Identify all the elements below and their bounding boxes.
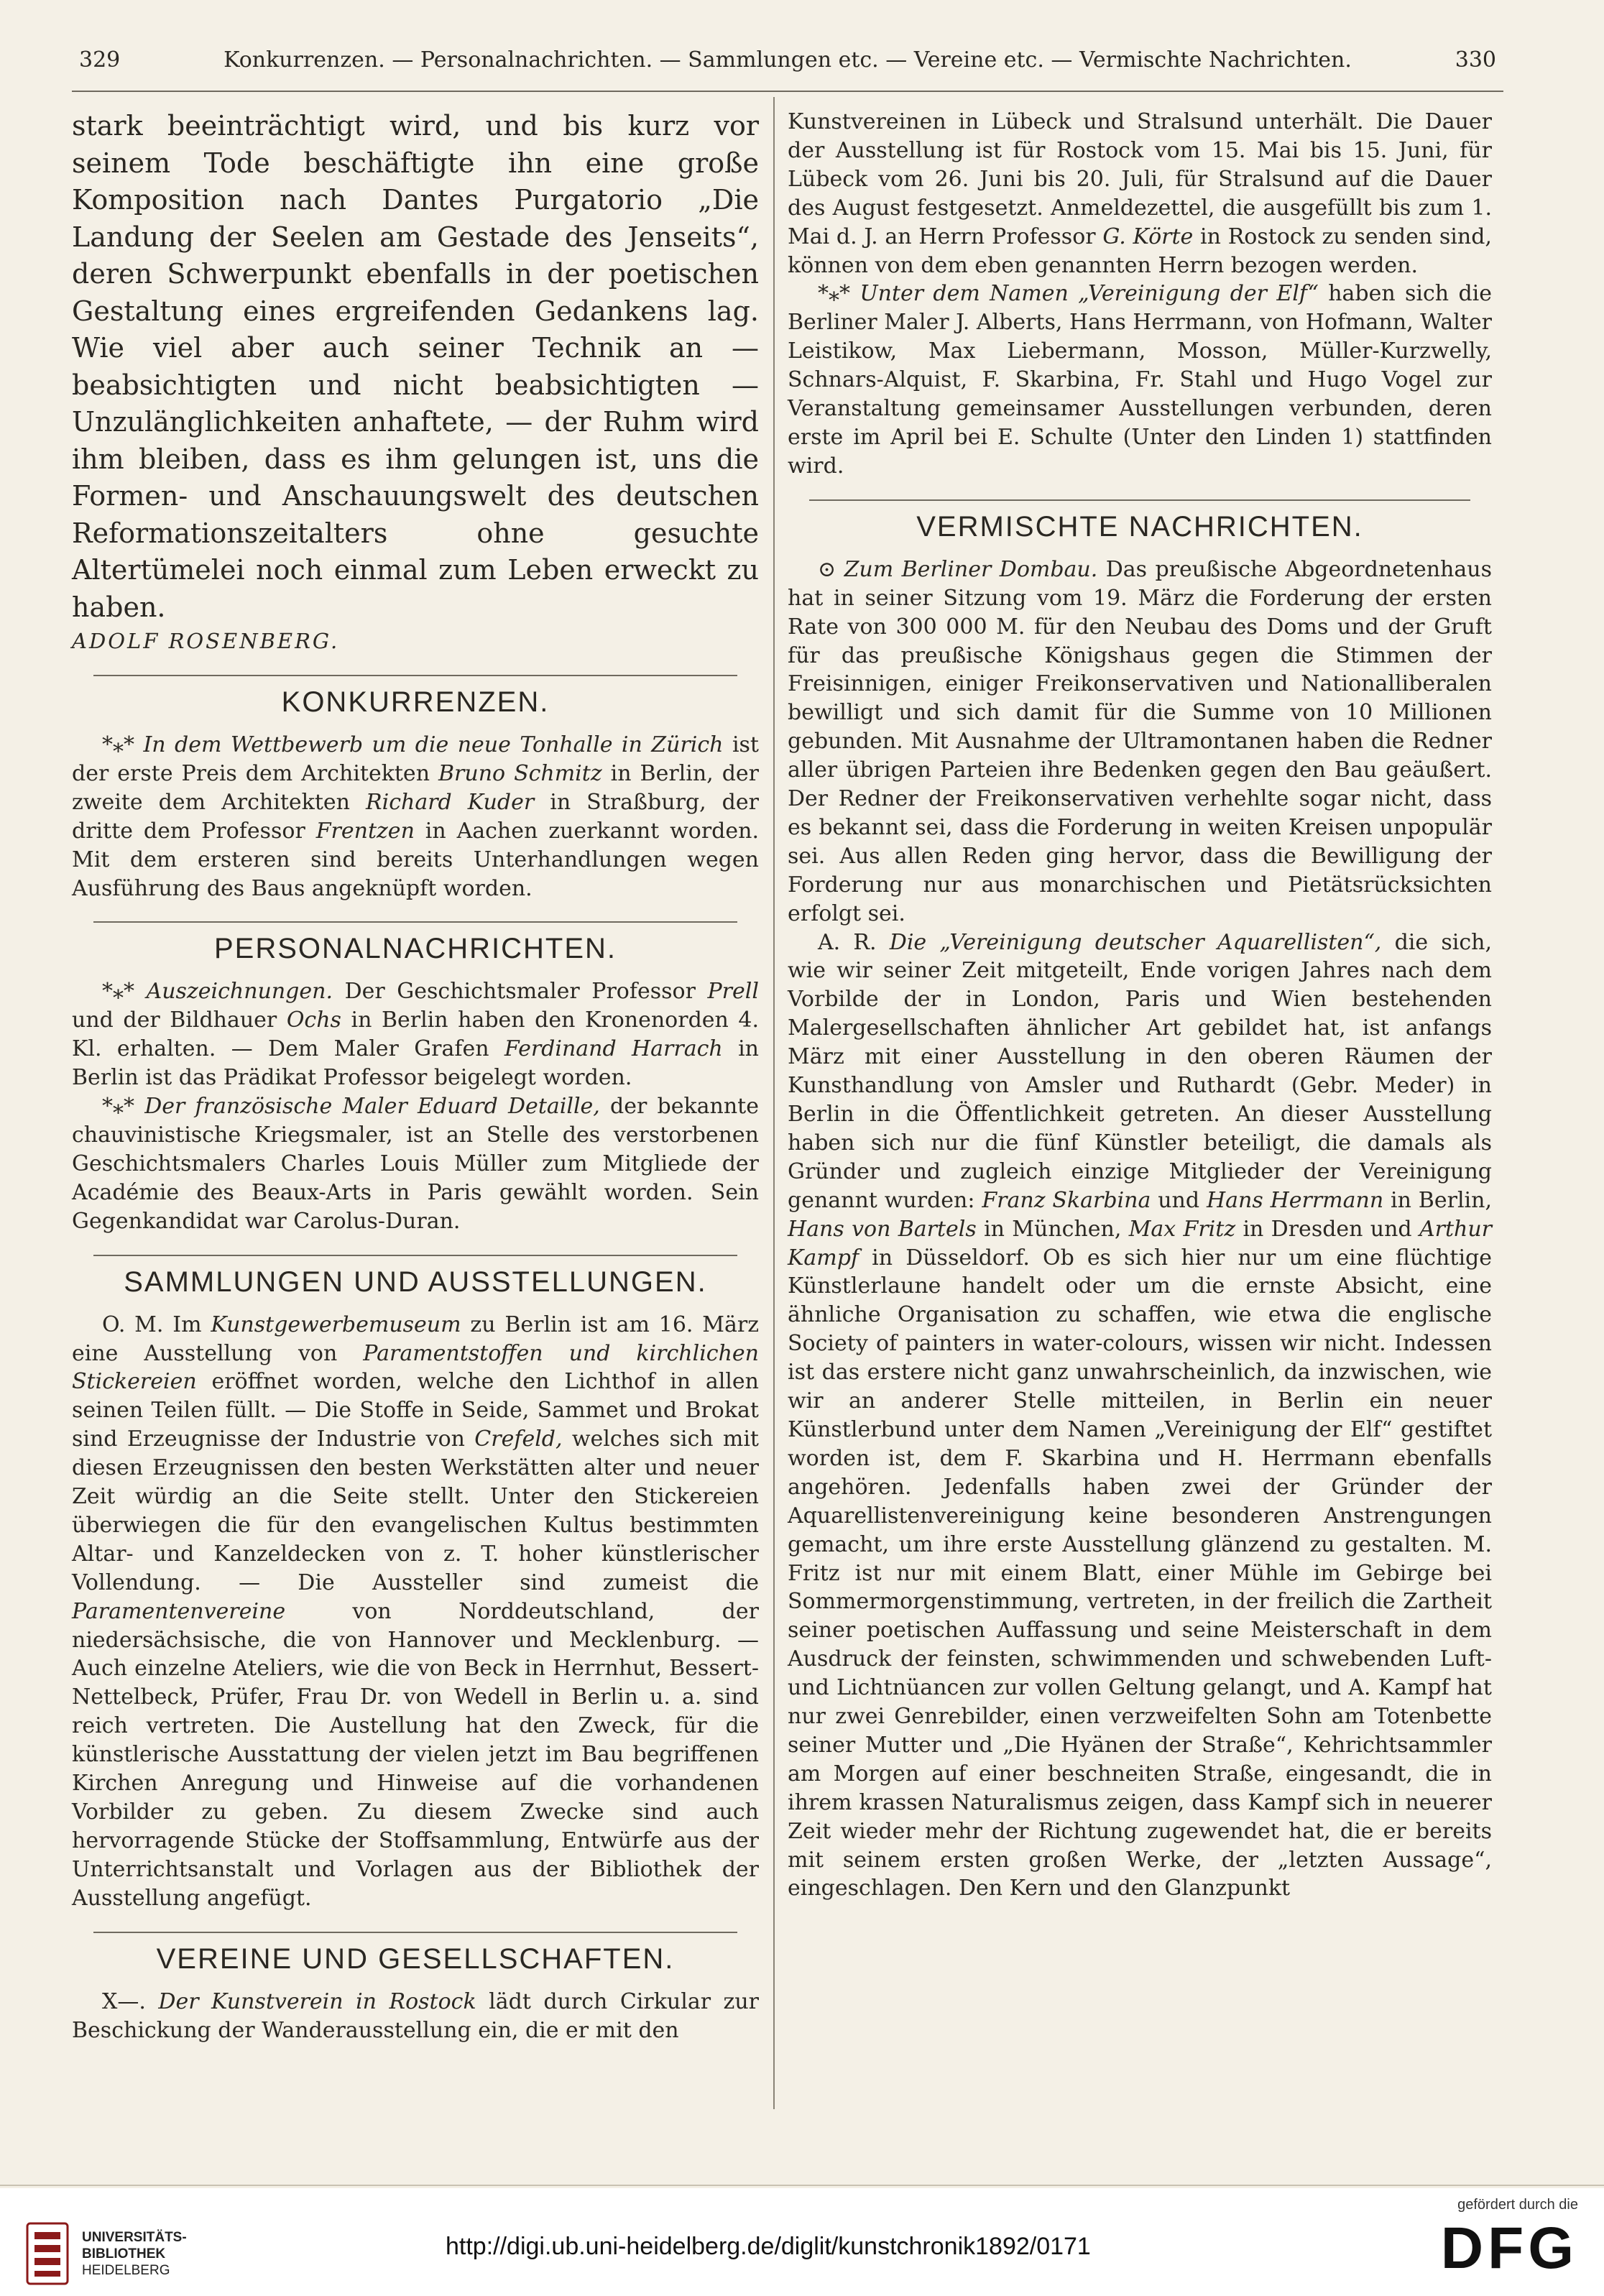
obituary-conclusion: stark beeinträchtigt wird, und bis kurz vor seinem Tode beschäftigte ihn eine große Komposition nach Dantes Purgatorio „Die Landung der Seelen am Gestade des Jenseits“, deren Schwerpunkt ebenfalls in der poetischen Gestaltung eines ergreifenden Gedankens lag. Wie viel aber auch seiner Technik an — beabsichtigten und nicht beabsichtigten — Unzulänglichkeiten anhaftete, — der Ruhm wird ihm bleiben, dass es ihm gelungen ist, uns die Formen- und Anschauungswelt des deutschen Reformationszeitalters ohne gesuchte Altertümelei noch einmal zum Leben erweckt zu haben. bbox=[72, 110, 759, 623]
text-run: in Berlin, der zweite dem Architekten bbox=[72, 760, 759, 815]
page-number-right: 330 bbox=[1455, 47, 1496, 73]
text-run: der bekannte chauvinistische Kriegsmaler, ist an Stelle des verstorbenen Geschichtsmalers Charles Louis Müller zum Mitgliede der Académie des Beaux-Arts in Paris gewählt worden. Sein Gegenkandidat war Carolus-Duran. bbox=[72, 1094, 759, 1234]
person-name: Richard Kuder bbox=[366, 789, 535, 815]
text-run: in Dresden und bbox=[1243, 1216, 1412, 1242]
section-rule bbox=[93, 1932, 737, 1933]
asterism-mark: *⁎* bbox=[102, 732, 134, 757]
author-signature: ADOLF ROSENBERG. bbox=[72, 629, 340, 653]
column-divider bbox=[773, 97, 775, 2109]
text-run: lädt durch Cirkular zur Beschickung der Wanderausstellung ein, die er mit den bbox=[72, 1988, 760, 2043]
text-run: in Straßburg, der dritte dem Professor bbox=[72, 789, 759, 844]
item-heading: In dem Wettbewerb um die neue Tonhalle in Zürich bbox=[143, 732, 724, 757]
person-name: Ochs bbox=[286, 1008, 341, 1033]
place-name: Crefeld, bbox=[474, 1426, 563, 1452]
text-run: die sich, wie wir seiner Zeit mitgeteilt, Ende vorigen Jahres nach dem Vorbilde der in London, Paris und Wien bestehenden Malergesellschaften ähnlicher Art gebildet hat, ist anfangs März mit einer Ausstellung in den oberen Räumen der Kunsthandlung von Amsler und Ruthardt (Gebr. Meder) in Berlin in die Öffentlichkeit getreten. An dieser Ausstellung haben sich nur die fünf Künstler beteiligt, die damals als Gründer und zugleich einzige Mitglieder der Vereinigung genannt wurden: bbox=[788, 929, 1492, 1213]
person-name: Max Fritz bbox=[1128, 1216, 1236, 1242]
text-run: Kunstvereinen in Lübeck und Stralsund unterhält. Die Dauer der Ausstellung ist für Rostock vom 15. Mai bis 15. Juni, für Lübeck vom 26. Juni bis 20. Juli, für Stralsund auf die Dauer des August festgesetzt. Anmeldezettel, die ausgefüllt bis zum 1. Mai d. J. an Herrn Professor bbox=[788, 109, 1492, 249]
section-title-vereine: VEREINE UND GESELLSCHAFTEN. bbox=[156, 1942, 675, 1975]
item-heading: Der französische Maler Eduard Detaille, bbox=[144, 1094, 600, 1120]
sammlungen-paragraph bbox=[72, 1311, 759, 1913]
section-rule bbox=[809, 499, 1470, 501]
library-name bbox=[82, 2229, 187, 2279]
running-title: Konkurrenzen. — Personalnachrichten. — Sammlungen etc. — Vereine etc. — Vermischte Nachrichten. bbox=[223, 47, 1352, 73]
text-run: Das preußische Abgeordnetenhaus hat in seiner Sitzung vom 19. März die Forderung der ersten Rate von 300 000 M. für den Neubau des Doms und der Gruft für das preußische Königshaus gegen die Stimmen der Freisinnigen, einiger Freikonservativen und Nationalliberalen bewilligt und sich damit für die Summe von 10 Millionen gebunden. Mit Ausnahme der Ultramontanen haben die Redner aller übrigen Parteien ihre Bedenken gegen den Bau geäußert. Der Redner der Freikonservativen verhehlte sogar nicht, dass es bekannt sei, dass die Forderung in weiten Kreisen unpopulär sei. Aus allen Reden ging hervor, dass die Bewilligung der Forderung nur aus monarchischen und Pietätsrücksichten erfolgt sei. bbox=[788, 556, 1492, 926]
item-heading: Die „Vereinigung deutscher Aquarellisten“, bbox=[889, 929, 1382, 955]
footer-rule bbox=[0, 2185, 1604, 2186]
item-heading: Unter dem Namen „Vereinigung der Elf“ bbox=[859, 281, 1319, 307]
section-title-vermischte: VERMISCHTE NACHRICHTEN. bbox=[916, 510, 1363, 543]
left-column bbox=[72, 108, 759, 2044]
person-name: Frentzen bbox=[315, 818, 415, 844]
item-heading: Zum Berliner Dombau. bbox=[844, 556, 1098, 582]
funding-credit bbox=[1441, 2197, 1578, 2281]
text-run: und der Bildhauer bbox=[72, 1008, 277, 1033]
circle-dot-mark: ⊙ bbox=[818, 556, 836, 582]
text-run: in Düsseldorf. Ob es sich hier nur um eine flüchtige Künstlerlaune handelt oder um die ernste Absicht, eine ähnliche Organisation zu schaffen, wie etwa die englische Society of painters in water-colours, wissen wir nicht. Indessen ist das erstere nicht ganz unwahrscheinlich, da inzwischen, wie wir an anderer Stelle mitteilen, in Berlin ein neuer Künstlerbund unter dem Namen „Vereinigung der Elf“ gestiftet worden ist, dem F. Skarbina und H. Herrmann ebenfalls angehören. Jedenfalls haben zwei der Gründer der Aquarellistenvereinigung keine besonderen Anstrengungen gemacht, um ihre erste Ausstellung glänzend zu gestalten. M. Fritz ist nur mit einem Blatt, einer Mühle im Gebirge bei Sommermorgenstimmung, vertreten, in der freilich die Zartheit seiner poetischen Auffassung und seine Meisterschaft in dem Ausdruck der feinsten, schwimmenden und schwebenden Luft- und Lichtnüancen zur vollen Geltung gelangt, und A. Kampf hat nur zwei Genrebilder, einen verzweifelten Sohn am Totenbette seiner Mutter und „Die Hyänen der Straße“, Kehrichtsammler am Morgen auf einer beschneiten Straße, eingesandt, die in ihrem krassen Naturalismus zeigen, dass Kampf sich in neuerer Zeit wieder mehr der Richtung zugewendet hat, die er bereits mit seinem ersten großen Werke, der „letzten Aussage“, eingeschlagen. Den Kern und den Glanzpunkt bbox=[788, 1245, 1492, 1901]
person-name: Arthur Kampf bbox=[788, 1216, 1492, 1271]
library-name-line: HEIDELBERG bbox=[82, 2262, 170, 2278]
person-name: Hans Herrmann bbox=[1206, 1187, 1384, 1213]
library-seal-icon bbox=[24, 2221, 70, 2287]
person-name: Hans von Bartels bbox=[788, 1216, 977, 1242]
person-name: Bruno Schmitz bbox=[438, 760, 602, 786]
header-rule bbox=[72, 91, 1503, 92]
item-heading: Auszeichnungen. bbox=[146, 979, 333, 1005]
dombau-paragraph bbox=[788, 555, 1492, 928]
institution-name: Kunstgewerbemuseum bbox=[211, 1311, 461, 1337]
personal-paragraph-1 bbox=[72, 977, 759, 1092]
text-run: von Norddeutschland, der niedersächsische, die von Hannover und Mecklenburg. — Auch einzelne Ateliers, wie die von Beck in Herrnhut, Bessert-Nettelbeck, Prüfer, Frau Dr. von Wedell in Berlin u. a. sind reich vertreten. Die Austellung hat den Zweck, für die künstlerische Ausstattung der vielen jetzt im Bau begriffenen Kirchen Anregung und Hinweise auf die vorhandenen Vorbilder zu geben. Zu diesem Zwecke sind auch hervorragende Stücke der Stoffsammlung, Entwürfe aus der Unterrichtsanstalt und Vorlagen aus der Bibliothek der Ausstellung angefügt. bbox=[72, 1598, 759, 1911]
text-run: X—. bbox=[102, 1988, 146, 2014]
section-rule bbox=[93, 675, 737, 676]
asterism-mark: *⁎* bbox=[102, 979, 134, 1005]
organization-name: Paramentenvereine bbox=[72, 1598, 286, 1624]
person-name: Ferdinand Harrach bbox=[504, 1036, 723, 1062]
vereinigung-elf-paragraph bbox=[788, 280, 1492, 480]
page-number-left: 329 bbox=[79, 47, 121, 73]
section-title-sammlungen: SAMMLUNGEN UND AUSSTELLUNGEN. bbox=[124, 1265, 707, 1298]
dfg-logo: DFG bbox=[1440, 2216, 1578, 2281]
person-name: Franz Skarbina bbox=[982, 1187, 1151, 1213]
text-run: in München, bbox=[984, 1216, 1122, 1242]
text-run: in Aachen zuerkannt worden. Mit dem ersteren sind bereits Unterhandlungen wegen Ausführung des Baus angeknüpft worden. bbox=[72, 818, 759, 901]
section-rule bbox=[93, 1255, 737, 1256]
aquarellisten-paragraph bbox=[788, 928, 1492, 1904]
text-run: und bbox=[1158, 1187, 1200, 1213]
permalink[interactable]: http://digi.ub.uni-heidelberg.de/diglit/kunstchronik1892/0171 bbox=[446, 2233, 1091, 2260]
person-name: G. Körte bbox=[1102, 223, 1194, 249]
text-run: in Rostock zu senden sind, können von dem eben genannten Herrn bezogen werden. bbox=[788, 223, 1492, 278]
funded-by-text: gefördert durch die bbox=[1457, 2197, 1578, 2213]
asterism-mark: *⁎* bbox=[102, 1094, 134, 1120]
vereine-continuation bbox=[788, 108, 1492, 280]
text-run: in Berlin ist das Prädikat Professor beigelegt worden. bbox=[72, 1036, 759, 1091]
text-run: haben sich die Berliner Maler J. Alberts, Hans Herrmann, von Hofmann, Walter Leistikow, Max Liebermann, Mosson, Müller-Kurzwelly, Schnars-Alquist, F. Skarbina, Fr. Stahl und Hugo Vogel zur Veranstaltung gemeinsamer Ausstellungen verbunden, deren erste im April bei E. Schulte (Unter den Linden 1) stattfinden wird. bbox=[788, 281, 1493, 479]
text-run: in Berlin, bbox=[1391, 1187, 1492, 1213]
library-name-line: UNIVERSITÄTS- bbox=[82, 2229, 187, 2245]
item-heading: Der Kunstverein in Rostock bbox=[158, 1988, 476, 2014]
text-run: ist der erste Preis dem Architekten bbox=[72, 732, 759, 786]
vereine-paragraph bbox=[72, 1988, 759, 2045]
section-title-konkurrenzen: KONKURRENZEN. bbox=[281, 686, 550, 718]
person-name: Prell bbox=[707, 979, 759, 1005]
asterism-mark: *⁎* bbox=[818, 281, 850, 307]
text-run: A. R. bbox=[818, 929, 877, 955]
text-run: eröffnet worden, welche den Lichthof in allen seinen Teilen füllt. — Die Stoffe in Seide, Sammet und Brokat sind Erzeugnisse der Industrie von bbox=[72, 1369, 759, 1452]
exhibition-name: Paramentstoffen und kirchlichen Stickereien bbox=[72, 1340, 759, 1395]
university-library-logo bbox=[24, 2221, 187, 2287]
section-rule bbox=[93, 921, 737, 923]
section-title-personal: PERSONALNACHRICHTEN. bbox=[213, 933, 617, 965]
text-run: welches sich mit diesen Erzeugnissen den besten Werkstätten alter und neuer Zeit würdig an die Seite stellt. Unter den Stickereien überwiegen die für den evangelischen Kultus bestimmten Altar- und Kanzeldecken von z. T. hoher künstlerischer Vollendung. — Die Aussteller sind zumeist die bbox=[72, 1426, 759, 1595]
library-name-line: BIBLIOTHEK bbox=[82, 2246, 166, 2262]
personal-paragraph-2 bbox=[72, 1092, 759, 1236]
text-run: zu Berlin ist am 16. März eine Ausstellung von bbox=[72, 1311, 759, 1366]
page-header bbox=[79, 47, 1496, 83]
right-column bbox=[788, 108, 1492, 1903]
text-run: in Berlin haben den Kronenorden 4. Kl. erhalten. — Dem Maler Grafen bbox=[72, 1008, 760, 1062]
text-run: O. M. Im bbox=[102, 1311, 202, 1337]
text-run: Der Geschichtsmaler Professor bbox=[344, 979, 696, 1005]
digitization-footer bbox=[0, 2188, 1604, 2296]
konkurrenzen-paragraph bbox=[72, 731, 759, 903]
